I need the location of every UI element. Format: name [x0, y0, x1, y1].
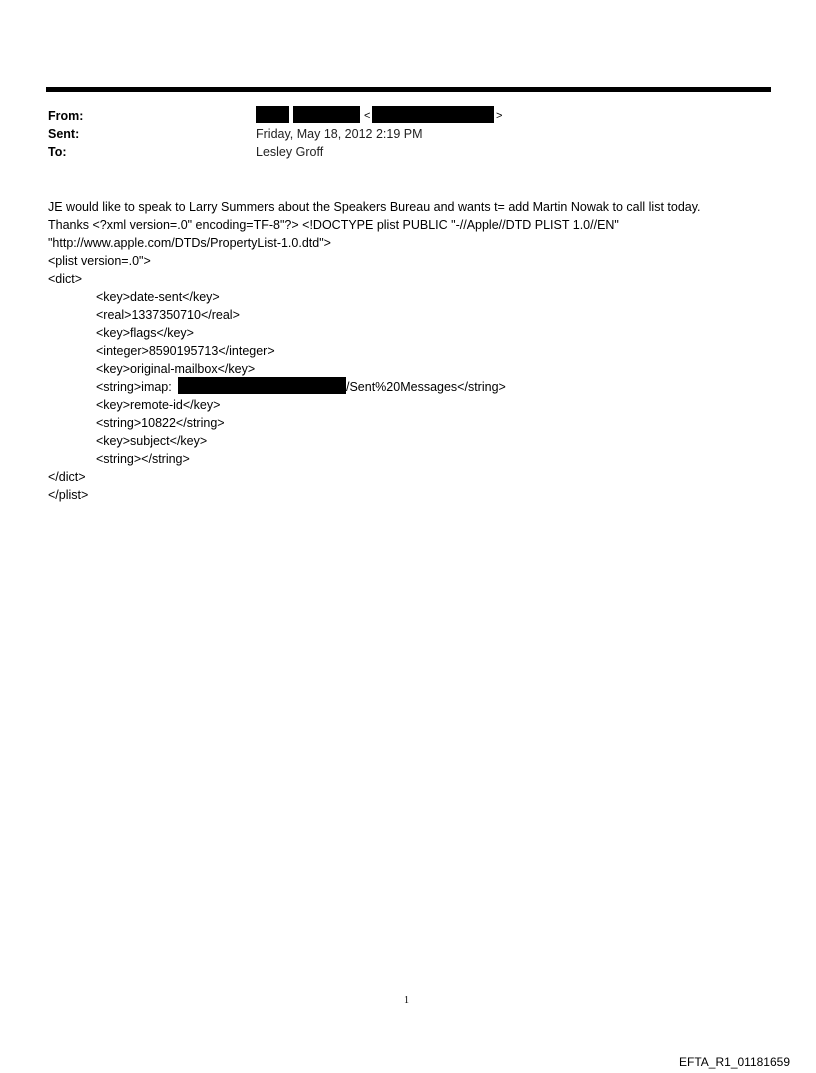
to-label: To:: [48, 145, 67, 159]
redaction-from-name-1: [256, 106, 289, 123]
dict-line: <integer>8590195713</integer>: [96, 344, 275, 358]
dict-line: <key>subject</key>: [96, 434, 208, 448]
from-angle-close: >: [496, 110, 503, 122]
dict-line: <string>10822</string>: [96, 416, 225, 430]
body-line-4: <plist version=.0">: [48, 254, 151, 268]
dict-line: <key>original-mailbox</key>: [96, 362, 256, 376]
page-number: 1: [404, 995, 409, 1006]
dict-line: <key>date-sent</key>: [96, 290, 220, 304]
redaction-mailbox: [178, 377, 346, 394]
sent-value: Friday, May 18, 2012 2:19 PM: [256, 127, 423, 141]
from-angle-open: <: [364, 110, 371, 122]
redaction-from-name-2: [293, 106, 360, 123]
redaction-from-email: [372, 106, 494, 123]
header-rule: [46, 87, 771, 92]
footer-document-id: EFTA_R1_01181659: [679, 1055, 790, 1069]
from-label: From:: [48, 109, 84, 123]
dict-line-mailbox-path: /Sent%20Messages</string>: [346, 380, 506, 394]
end-plist: </plist>: [48, 488, 89, 502]
dict-line: <real>1337350710</real>: [96, 308, 240, 322]
end-dict: </dict>: [48, 470, 86, 484]
dict-line: <string></string>: [96, 452, 190, 466]
dict-line: <key>remote-id</key>: [96, 398, 221, 412]
sent-label: Sent:: [48, 127, 80, 141]
to-value: Lesley Groff: [256, 145, 324, 159]
dict-line: <key>flags</key>: [96, 326, 194, 340]
body-line-2: Thanks <?xml version=.0" encoding=TF-8"?> <!DOCTYPE plist PUBLIC "-//Apple//DTD PLIST 1.0//EN": [48, 218, 619, 232]
body-line-1: JE would like to speak to Larry Summers about the Speakers Bureau and wants t= add Martin Nowak to call list today.: [48, 200, 701, 214]
dict-line-imap: <string>imap:: [96, 380, 172, 394]
body-line-5: <dict>: [48, 272, 83, 286]
body-line-3: "http://www.apple.com/DTDs/PropertyList-1.0.dtd">: [48, 236, 331, 250]
